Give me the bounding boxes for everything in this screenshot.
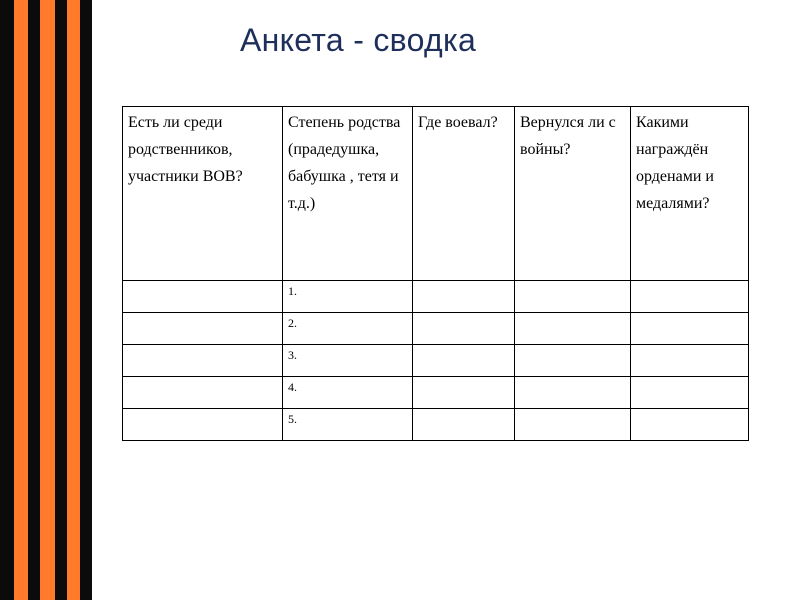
table-cell[interactable]: [123, 409, 283, 441]
table-cell[interactable]: [123, 377, 283, 409]
table-cell[interactable]: [631, 377, 749, 409]
st-george-ribbon: [0, 0, 92, 600]
table-cell[interactable]: [413, 377, 515, 409]
header-awards: Какими награждён орденами и медалями?: [631, 107, 749, 281]
table-cell[interactable]: [631, 345, 749, 377]
table-cell[interactable]: [515, 281, 631, 313]
table-cell-number[interactable]: 4.: [283, 377, 413, 409]
table-cell[interactable]: [123, 281, 283, 313]
table-cell[interactable]: [631, 409, 749, 441]
header-relatives-veterans: Есть ли среди родственников, участники ВОВ?: [123, 107, 283, 281]
header-returned-from-war: Вернулся ли с войны?: [515, 107, 631, 281]
table-row: [123, 345, 749, 377]
table-row: [123, 377, 749, 409]
header-where-fought: Где воевал?: [413, 107, 515, 281]
table-row: [123, 313, 749, 345]
table-header-row: [123, 107, 749, 281]
table-cell-number[interactable]: 3.: [283, 345, 413, 377]
ribbon-stripe-orange: [67, 0, 80, 600]
table-cell[interactable]: [515, 377, 631, 409]
table-cell[interactable]: [515, 409, 631, 441]
ribbon-stripe-orange: [40, 0, 55, 600]
table-cell[interactable]: [413, 313, 515, 345]
table-cell[interactable]: [413, 409, 515, 441]
ribbon-stripe-black: [55, 0, 67, 600]
ribbon-stripe-orange: [14, 0, 28, 600]
table-cell-number[interactable]: 2.: [283, 313, 413, 345]
table-cell-number[interactable]: 1.: [283, 281, 413, 313]
table-cell[interactable]: [123, 345, 283, 377]
slide-title: Анкета - сводка: [240, 22, 477, 58]
table-cell[interactable]: [413, 345, 515, 377]
table-cell[interactable]: [631, 281, 749, 313]
table-cell[interactable]: [413, 281, 515, 313]
table-cell[interactable]: [631, 313, 749, 345]
table-cell[interactable]: [123, 313, 283, 345]
table-cell[interactable]: [515, 345, 631, 377]
table-row: [123, 281, 749, 313]
table-cell[interactable]: [515, 313, 631, 345]
ribbon-stripe-black: [28, 0, 40, 600]
table-cell-number[interactable]: 5.: [283, 409, 413, 441]
ribbon-stripe-black: [80, 0, 92, 600]
table-row: [123, 409, 749, 441]
survey-table: [122, 106, 749, 441]
header-relation-degree: Степень родства (прадедушка, бабушка , тетя и т.д.): [283, 107, 413, 281]
ribbon-stripe-black: [0, 0, 14, 600]
